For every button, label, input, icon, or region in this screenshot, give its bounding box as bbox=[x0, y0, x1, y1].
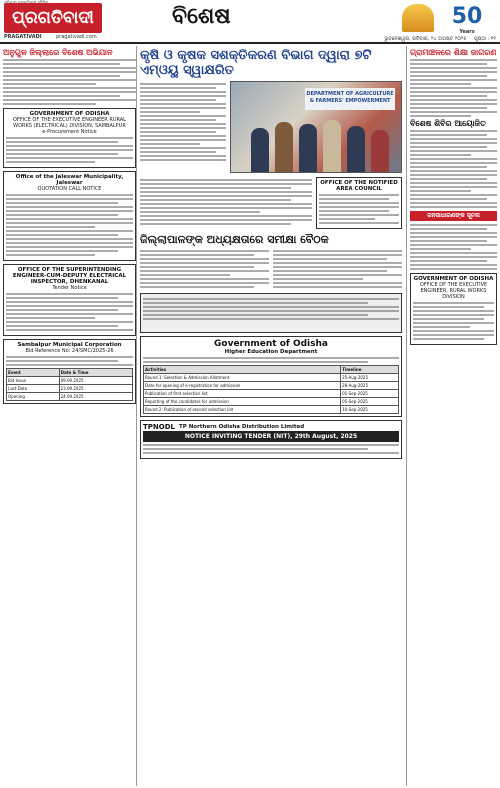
ad-title: OFFICE OF THE NOTIFIED AREA COUNCIL bbox=[320, 180, 398, 192]
article-body bbox=[273, 248, 402, 290]
table-cell: Last Date bbox=[7, 385, 60, 393]
table-cell: Date for opening of e-registration for admission bbox=[144, 382, 341, 390]
higher-education-ad bbox=[140, 336, 402, 417]
main-headline: କୃଷି ଓ କୃଷକ ସଶକ୍ତିକରଣ ବିଭାଗ ଦ୍ୱାରା ୭ଟି ଏମ୍‌ଓୟୁ ସ୍ୱାକ୍ଷରିତ bbox=[140, 48, 372, 78]
mou-photo[interactable] bbox=[230, 81, 402, 173]
article-body bbox=[410, 130, 497, 208]
admission-timeline-table bbox=[143, 365, 399, 414]
article-body bbox=[140, 177, 312, 229]
table-cell: Round 1: Selection & Admission Allotment bbox=[144, 374, 341, 382]
table-row bbox=[144, 406, 399, 414]
right-headline-2: ବିଶେଷ ଶିବିର ଆୟୋଜିତ bbox=[410, 119, 486, 128]
newspaper-logo[interactable]: ପ୍ରଗତିବାଦୀ bbox=[4, 3, 102, 33]
ad-body: OFFICE OF THE EXECUTIVE ENGINEER, RURAL WORKS DIVISION bbox=[419, 282, 488, 300]
misc-ad bbox=[140, 293, 402, 333]
table-header: Timeline bbox=[341, 366, 399, 374]
table-header: Event bbox=[7, 369, 60, 377]
table-row bbox=[144, 390, 399, 398]
table-header: Activities bbox=[144, 366, 341, 374]
section-bar: ଜନସାଧାରଣଙ୍କ ସୂଚନା bbox=[410, 211, 497, 221]
table-row bbox=[144, 374, 399, 382]
gov-subtitle: Higher Education Department bbox=[224, 349, 318, 355]
left-headline: ଅନୁଗୁଳ ଜିଲ୍ଲାରେ ବିଶେଷ ଅଭିଯାନ bbox=[3, 48, 113, 57]
table-cell: 09.09.2025 bbox=[59, 377, 132, 385]
tpnodl-logo: TPNODL bbox=[143, 423, 175, 431]
table-cell: Bid Issue bbox=[7, 377, 60, 385]
table-row bbox=[7, 385, 133, 393]
table-header: Date & Time bbox=[59, 369, 132, 377]
middle-column bbox=[140, 46, 402, 786]
ad-note: e-Procurement Notice bbox=[42, 129, 97, 135]
ad-title: GOVERNMENT OF ODISHA bbox=[29, 111, 110, 117]
table-cell: 24.09.2025 bbox=[59, 393, 132, 401]
article-body bbox=[140, 81, 226, 173]
tender-ad-sambalpur bbox=[3, 339, 136, 404]
table-cell: 01-Sep-2025 bbox=[341, 390, 399, 398]
article-body bbox=[410, 224, 497, 270]
table-cell: 28-Aug-2025 bbox=[341, 382, 399, 390]
left-column bbox=[3, 46, 137, 786]
gov-title: Government of Odisha bbox=[214, 339, 328, 349]
secondary-headline: ଜିଲ୍ଲାପାଳଙ୍କ ଅଧ୍ୟକ୍ଷତାରେ ସମୀକ୍ଷା ବୈଠକ bbox=[140, 233, 329, 246]
table-row bbox=[144, 382, 399, 390]
logo-url: pragativadi.com bbox=[56, 34, 97, 40]
tender-ad-rural-works bbox=[3, 108, 136, 168]
logo-subtitle: PRAGATIVADI bbox=[4, 34, 42, 40]
anniversary-number: 50 bbox=[451, 4, 483, 29]
section-title: ବିଶେଷ bbox=[172, 4, 231, 29]
ad-body: Bid Reference No: 24/SMC/2025-26 bbox=[25, 348, 114, 354]
ad-title: OFFICE OF THE SUPERINTENDING ENGINEER-CUM-DEPUTY ELECTRICAL INSPECTOR, DHENKANAL bbox=[12, 267, 127, 285]
dateline bbox=[250, 36, 496, 44]
ad-body: OFFICE OF THE EXECUTIVE ENGINEER RURAL WORKS (ELECTRICAL) DIVISION, SAMBALPUR bbox=[13, 117, 126, 129]
tender-ad-dhenkanal bbox=[3, 264, 136, 336]
schedule-table bbox=[6, 368, 133, 401]
date-text: ଭୁବନେଶ୍ୱର, ରବିବାର, ୨୪ ଅଗଷ୍ଟ ୨୦୨୫ bbox=[384, 36, 467, 42]
table-row bbox=[7, 377, 133, 385]
article-body bbox=[410, 59, 497, 117]
right-headline: ଗ୍ରାମାଞ୍ଚଳରେ ଶିକ୍ଷା ଜାଗରଣ bbox=[410, 48, 497, 57]
ad-title: Office of the Jaleswar Municipality, Jaleswar bbox=[15, 174, 124, 186]
nit-bar: NOTICE INVITING TENDER (NIT), 29th August, 2025 bbox=[143, 431, 399, 442]
ad-body: Tender Notice bbox=[52, 285, 87, 291]
article-body bbox=[140, 248, 269, 290]
anniversary-badge bbox=[440, 4, 494, 35]
article-body bbox=[3, 59, 136, 105]
page-number: ପୃଷ୍ଠା : ୧୧ bbox=[474, 36, 496, 42]
table-cell: 25-Aug-2025 bbox=[341, 374, 399, 382]
temple-icon bbox=[402, 4, 434, 32]
table-cell: Reporting of the candidates for admission bbox=[144, 398, 341, 406]
quotation-ad-jaleswar bbox=[3, 171, 136, 261]
ad-body: QUOTATION CALL NOTICE bbox=[37, 186, 102, 192]
right-column bbox=[406, 46, 497, 786]
ad-title: GOVERNMENT OF ODISHA bbox=[413, 276, 494, 282]
table-cell: Round 2: Publication of second selection list bbox=[144, 406, 341, 414]
table-cell: 10-Sep-2025 bbox=[341, 406, 399, 414]
table-row bbox=[144, 398, 399, 406]
table-cell: 23.09.2025 bbox=[59, 385, 132, 393]
table-cell: Publication of first selection list bbox=[144, 390, 341, 398]
table-cell: Opening bbox=[7, 393, 60, 401]
right-tender-ad bbox=[410, 273, 497, 345]
ad-title: Sambalpur Municipal Corporation bbox=[17, 342, 122, 348]
anniversary-sub: Years bbox=[459, 29, 475, 35]
tpnodl-title: TP Northern Odisha Distribution Limited bbox=[179, 424, 305, 430]
table-row bbox=[7, 393, 133, 401]
table-cell: 05-Sep-2025 bbox=[341, 398, 399, 406]
tpnodl-tender-ad bbox=[140, 420, 402, 459]
photo-banner: DEPARTMENT OF AGRICULTURE & FARMERS' EMPOWERMENT bbox=[305, 88, 395, 110]
masthead bbox=[0, 0, 500, 44]
nac-notice bbox=[316, 177, 402, 229]
